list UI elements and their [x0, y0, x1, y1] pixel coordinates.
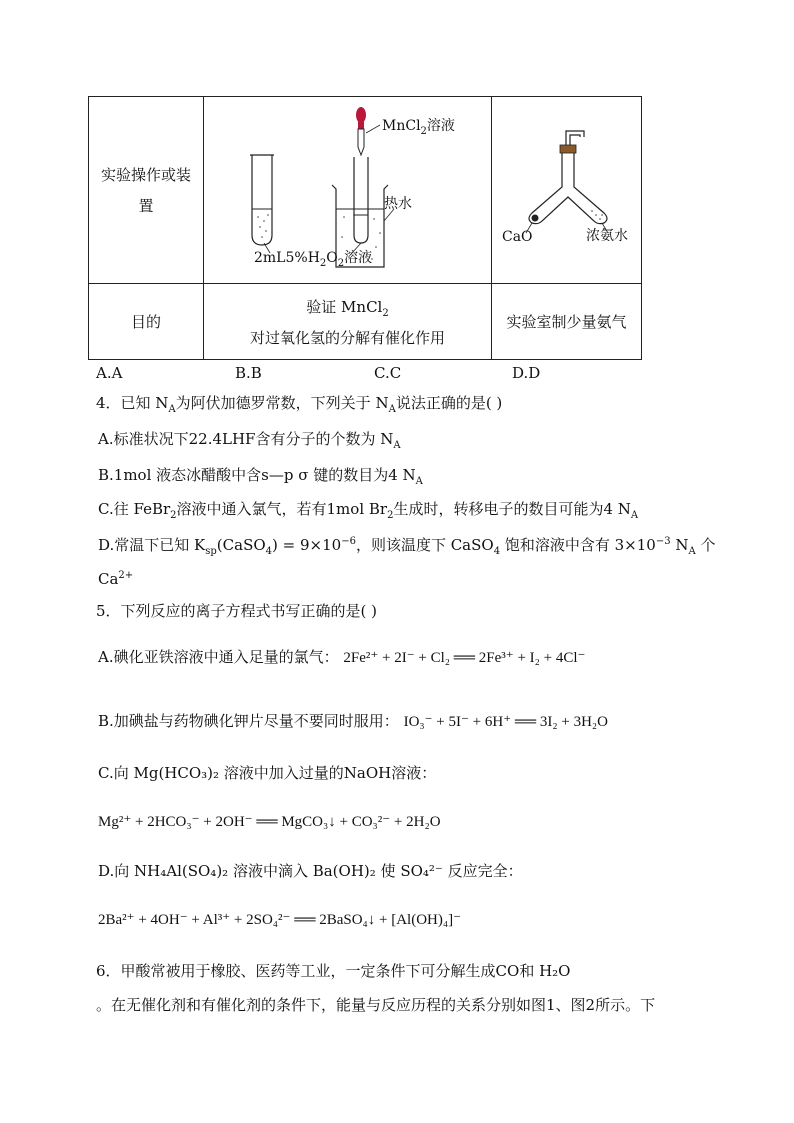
hot-water-label: 热水 — [384, 196, 412, 212]
q3-option-b: B.B — [235, 364, 262, 382]
ammonia-water-label: 浓氨水 — [586, 228, 628, 244]
row-label-line1: 实验操作或装 — [100, 166, 191, 184]
q5-option-c: C.向 Mg(HCO₃)₂ 溶液中加入过量的NaOH溶液： — [98, 764, 437, 782]
q4-option-c: C.往 FeBr$_2$溶液中通入氯气，若有1mol $Br_2$生成时，转移电子的数目可能为4 $N_A$ — [98, 500, 639, 521]
purpose-b-line1: 验证 MnCl$_2$ — [306, 297, 389, 319]
purpose-b-line2: 对过氧化氢的分解有催化作用 — [249, 328, 445, 347]
q5-option-a-equation: 2Fe²⁺ + 2I⁻ + Cl₂ ══ 2Fe³⁺ + I₂ + 4Cl⁻ — [343, 650, 586, 666]
q5-stem: 5．下列反应的离子方程式书写正确的是( ) — [96, 602, 378, 620]
q4-option-d: D.常温下已知 $K_{sp}(CaSO_4) = 9\times 10^{-6}$，则该温度下 CaSO$_4$ 饱和溶液中含有 $3\times 10^{-3}$ $N_A$ 个 — [98, 536, 716, 557]
apparatus-b-cell — [204, 97, 492, 284]
q6-line1: 6．甲酸常被用于橡胶、医药等工业，一定条件下可分解生成CO和 H₂O — [96, 962, 571, 980]
q3-option-c: C.C — [374, 364, 402, 382]
q3-option-d: D.D — [512, 364, 541, 382]
q4-option-d-line2: $Ca^{2+}$ — [98, 570, 134, 588]
apparatus-c-cell — [492, 97, 642, 284]
mncl2-solution-label: MnCl$_2$溶液 — [382, 118, 455, 137]
q5-option-a: A.碘化亚铁溶液中通入足量的氯气： 2Fe²⁺ + 2I⁻ + Cl₂ ══ 2Fe³⁺ + I₂ + 4Cl⁻ — [98, 648, 586, 666]
purpose-c-cell: 实验室制少量氨气 — [492, 284, 642, 360]
purpose-b-cell — [204, 284, 492, 360]
q5-option-d: D.向 NH₄Al(SO₄)₂ 溶液中滴入 Ba(OH)₂ 使 SO₄²⁻ 反应完全： — [98, 862, 523, 880]
q3-option-a: A.A — [96, 364, 123, 382]
q5-option-c-equation: Mg²⁺ + 2HCO₃⁻ + 2OH⁻ ══ MgCO₃↓ + CO₃²⁻ + 2H₂O — [98, 814, 441, 830]
h2o2-solution-label: $2mL5\%H_2O_2$溶液 — [254, 250, 373, 269]
q5-option-d-equation: 2Ba²⁺ + 4OH⁻ + Al³⁺ + 2SO₄²⁻ ══ 2BaSO₄↓ + [Al(OH)₄]⁻ — [98, 912, 462, 928]
q5-option-b: B.加碘盐与药物碘化钾片尽量不要同时服用： IO₃⁻ + 5I⁻ + 6H⁺ ══ 3I₂ + 3H₂O — [98, 712, 608, 730]
row-label-line2: 置 — [138, 197, 154, 215]
q4-option-a: A.标准状况下22.4LHF含有分子的个数为 $N_A$ — [98, 430, 401, 451]
row-label-operation — [89, 97, 204, 284]
cao-label: CaO — [502, 229, 533, 245]
q4-stem: 4．已知 $N_A$为阿伏加德罗常数，下列关于 $N_A$说法正确的是( ) — [96, 394, 503, 415]
q6-line2: 。在无催化剂和有催化剂的条件下，能量与反应历程的关系分别如图1、图2所示。下 — [96, 996, 656, 1014]
q4-option-b: B.1mol 液态冰醋酸中含s—p σ 键的数目为4 $N_A$ — [98, 466, 423, 487]
experiment-table — [88, 96, 642, 360]
ammonia-apparatus-diagram — [492, 97, 641, 283]
q5-option-b-equation: IO₃⁻ + 5I⁻ + 6H⁺ ══ 3I₂ + 3H₂O — [403, 714, 608, 730]
row-label-purpose: 目的 — [89, 284, 204, 360]
